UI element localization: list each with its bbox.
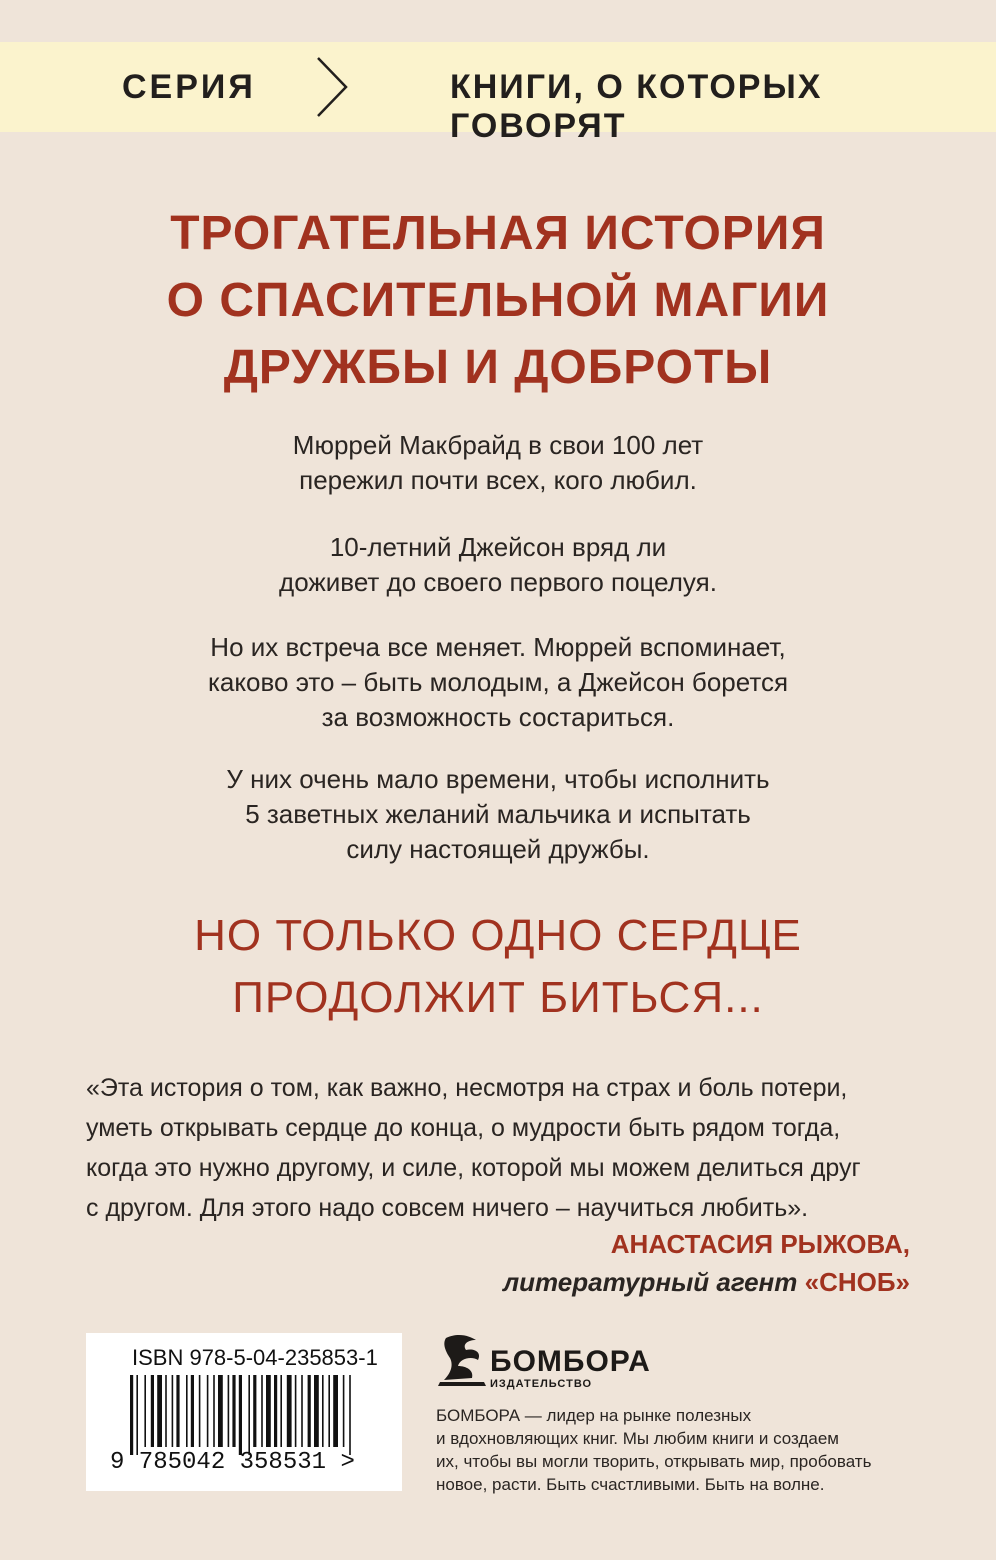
series-label: СЕРИЯ: [122, 68, 256, 106]
paragraph-line: 10-летний Джейсон вряд ли: [329, 532, 667, 562]
quote-line: «Эта история о том, как важно, несмотря на страх и боль потери,: [86, 1074, 848, 1102]
quote-author: [503, 1225, 910, 1301]
series-banner: [0, 42, 996, 145]
paragraph-line: пережил почти всех, кого любил.: [299, 465, 697, 495]
series-name: КНИГИ, О КОТОРЫХ ГОВОРЯТ: [450, 68, 823, 145]
publisher-line: и вдохновляющих книг. Мы любим книги и создаем: [436, 1429, 839, 1448]
barcode-bar: [266, 1375, 271, 1447]
barcode-bar: [301, 1375, 303, 1447]
publisher-logo-subtitle: ИЗДАТЕЛЬСТВО: [490, 1378, 593, 1390]
barcode-bar: [239, 1375, 242, 1455]
quote-line: когда это нужно другому, и силе, которой мы можем делиться друг: [86, 1154, 861, 1182]
barcode-bar: [314, 1375, 319, 1447]
barcode-bar: [328, 1375, 330, 1447]
author-role: литературный агент: [502, 1267, 805, 1297]
barcode-bar: [172, 1375, 174, 1447]
publisher-line: новое, расти. Быть счастливыми. Быть на волне.: [436, 1475, 825, 1494]
headline-line: ДРУЖБЫ И ДОБРОТЫ: [223, 341, 773, 394]
barcode-bar: [144, 1375, 146, 1447]
barcode-bar: [280, 1375, 282, 1447]
paragraph-line: У них очень мало времени, чтобы исполнить: [226, 764, 770, 794]
barcode-bar: [232, 1375, 235, 1447]
barcode-bar: [261, 1375, 263, 1447]
isbn-label: ISBN 978-5-04-235853-1: [132, 1345, 378, 1370]
barcode-bar: [176, 1375, 179, 1447]
barcode-bar: [151, 1375, 154, 1447]
headline-line: О СПАСИТЕЛЬНОЙ МАГИИ: [166, 274, 830, 327]
chevron-right-icon: [312, 54, 352, 120]
paragraph-line: силу настоящей дружбы.: [346, 834, 650, 864]
author-name: АНАСТАСИЯ РЫЖОВА,: [610, 1229, 910, 1259]
barcode-bar: [136, 1375, 138, 1455]
subheadline-line: НО ТОЛЬКО ОДНО СЕРДЦЕ: [194, 911, 802, 960]
barcode-bar: [343, 1375, 345, 1447]
subheadline: [0, 905, 996, 1029]
barcode: [86, 1333, 402, 1491]
barcode-bar: [253, 1375, 256, 1447]
barcode-bar: [228, 1375, 230, 1447]
paragraph-line: за возможность состариться.: [321, 702, 675, 732]
barcode-bar: [165, 1375, 167, 1447]
headline-line: ТРОГАТЕЛЬНАЯ ИСТОРИЯ: [170, 207, 826, 260]
review-quote: [86, 1068, 916, 1228]
barcode-digits: 9 785042 358531 >: [110, 1449, 355, 1476]
publisher-logo-name: БОМБОРА: [490, 1345, 651, 1378]
paragraph-line: Но их встреча все меняет. Мюррей вспоминает,: [210, 632, 786, 662]
barcode-bar: [333, 1375, 338, 1447]
quote-line: уметь открывать сердце до конца, о мудрости быть рядом тогда,: [86, 1114, 841, 1142]
publisher-description: [436, 1404, 916, 1496]
barcode-bar: [322, 1375, 324, 1447]
barcode-bar: [218, 1375, 223, 1447]
barcode-bar: [349, 1375, 351, 1455]
paragraph-line: Мюррей Макбрайд в свои 100 лет: [292, 430, 704, 460]
paragraph-1: [0, 428, 996, 498]
publisher-line: их, чтобы вы могли творить, открывать мир, пробовать: [436, 1452, 872, 1471]
paragraph-4: [0, 762, 996, 867]
publisher-line: БОМБОРА — лидер на рынке полезных: [436, 1406, 752, 1425]
barcode-bar: [287, 1375, 292, 1447]
barcode-bar: [157, 1375, 162, 1447]
paragraph-2: [0, 530, 996, 600]
paragraph-3: [0, 630, 996, 735]
barcode-bar: [213, 1375, 215, 1447]
barcode-bar: [199, 1375, 201, 1447]
barcode-bar: [207, 1375, 209, 1447]
paragraph-line: 5 заветных желаний мальчика и испытать: [245, 799, 751, 829]
subheadline-line: ПРОДОЛЖИТ БИТЬСЯ...: [232, 973, 764, 1022]
barcode-bar: [191, 1375, 194, 1447]
barcode-bar: [186, 1375, 188, 1447]
paragraph-line: доживет до своего первого поцелуя.: [279, 567, 717, 597]
headline: [0, 200, 996, 401]
barcode-bar: [130, 1375, 133, 1455]
author-organization: «СНОБ»: [804, 1267, 910, 1297]
barcode-bar: [295, 1375, 297, 1447]
quote-line: с другом. Для этого надо совсем ничего – научиться любить».: [86, 1194, 809, 1222]
barcode-bar: [308, 1375, 311, 1447]
barcode-bar: [274, 1375, 277, 1447]
barcode-bar: [248, 1375, 250, 1455]
paragraph-line: каково это – быть молодым, а Джейсон борется: [207, 667, 789, 697]
